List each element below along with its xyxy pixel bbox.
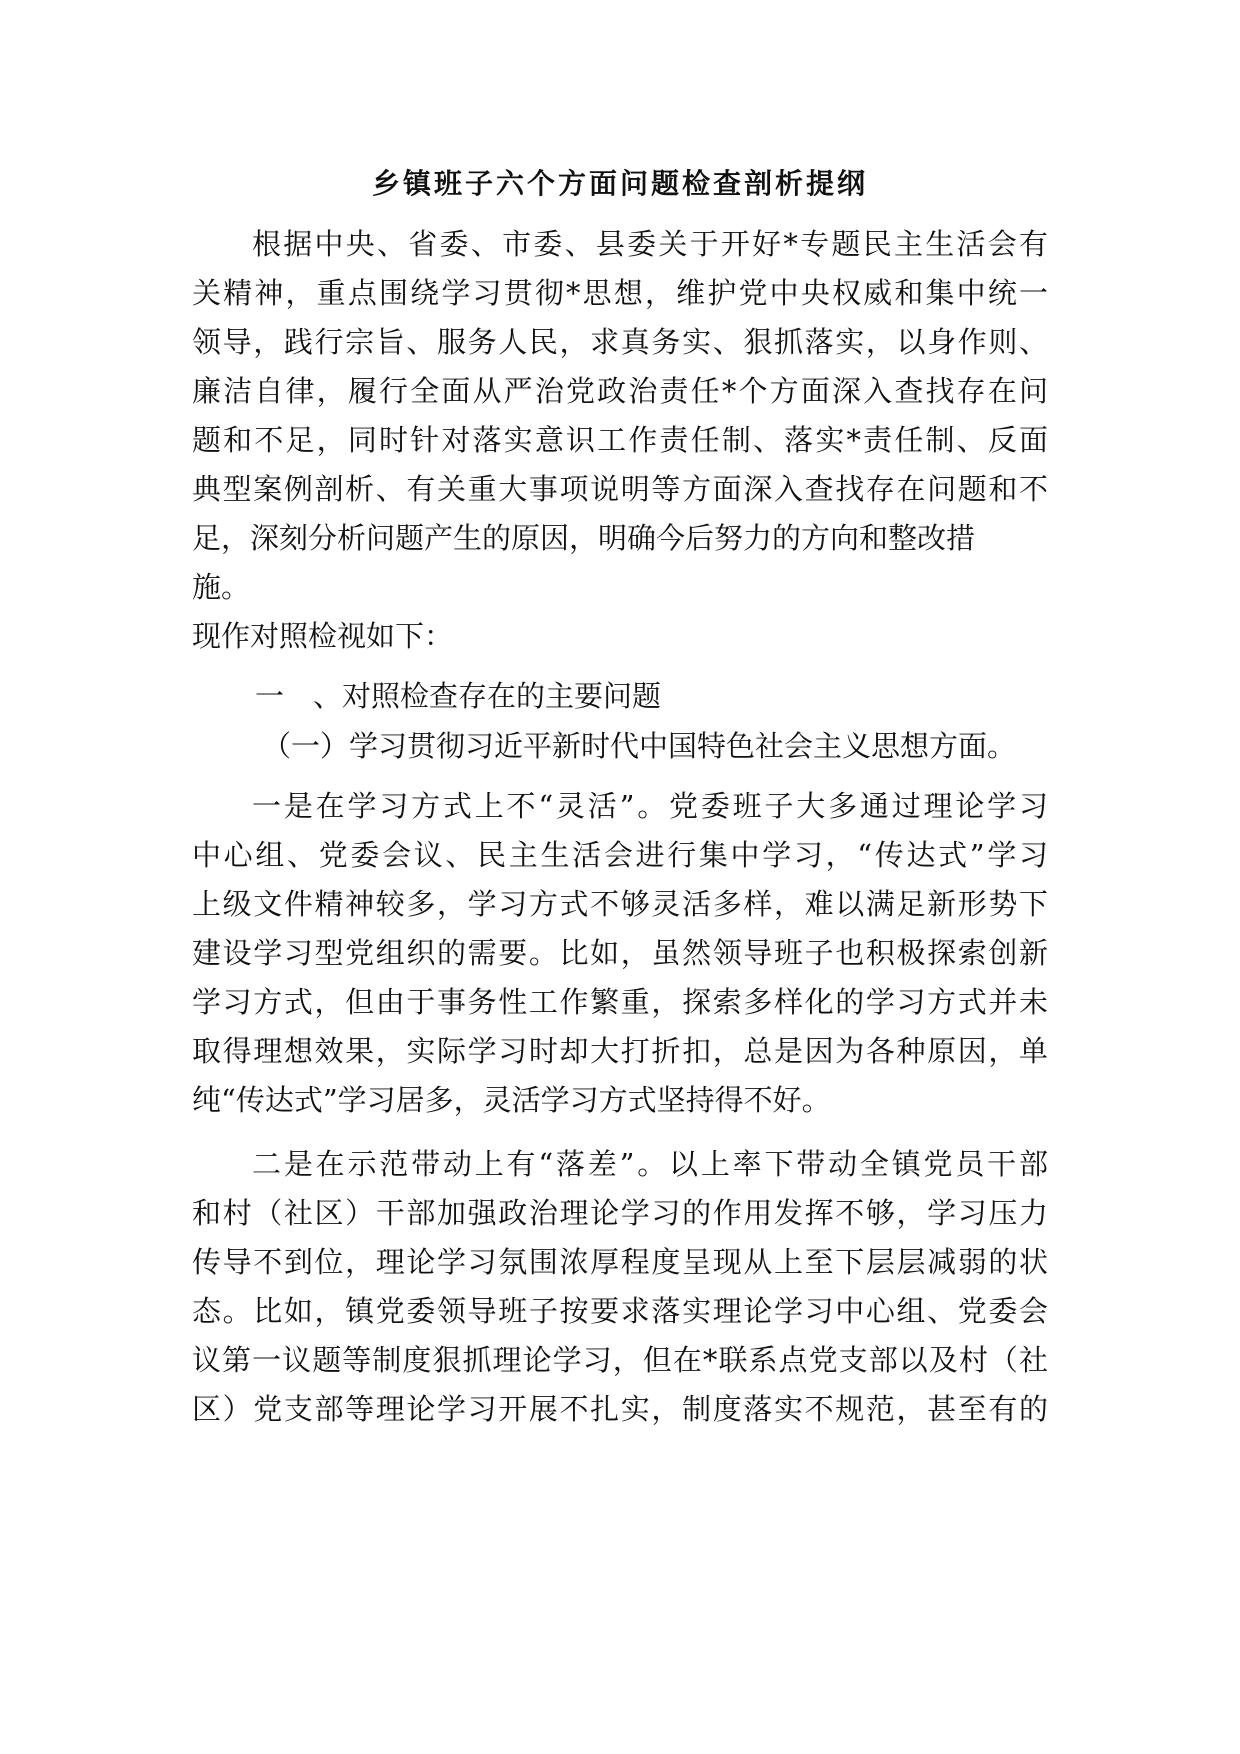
intro-line: 廉洁自律，履行全面从严治党政治责任*个方面深入查找存在问 [192,374,1048,408]
intro-line: 典型案例剖析、有关重大事项说明等方面深入查找存在问题和不 [192,472,1048,506]
intro-line: 题和不足，同时针对落实意识工作责任制、落实*责任制、反面 [192,423,1048,457]
paragraph-line: 区）党支部等理论学习开展不扎实，制度落实不规范，甚至有的 [192,1392,1048,1426]
paragraph-line: 和村（社区）干部加强政治理论学习的作用发挥不够，学习压力 [192,1196,1048,1230]
paragraph-line: 取得理想效果，实际学习时却大打折扣，总是因为各种原因，单 [192,1034,1048,1068]
paragraph-line: 二是在示范带动上有“落差”。以上率下带动全镇党员干部 [252,1147,1048,1181]
paragraph-line: 学习方式，但由于事务性工作繁重，探索多样化的学习方式并未 [192,985,1048,1019]
intro-line: 根据中央、省委、市委、县委关于开好*专题民主生活会有 [252,227,1048,261]
paragraph-line: 纯“传达式”学习居多，灵活学习方式坚持得不好。 [192,1083,831,1117]
document-title: 乡镇班子六个方面问题检查剖析提纲 [371,167,868,200]
subsection-heading: （一）学习贯彻习近平新时代中国特色社会主义思想方面。 [262,729,1017,763]
paragraph-line: 一是在学习方式上不“灵活”。党委班子大多通过理论学习 [252,789,1048,823]
intro-line: 领导，践行宗旨、服务人民，求真务实、狠抓落实，以身作则、 [192,325,1048,359]
paragraph-line: 传导不到位，理论学习氛围浓厚程度呈现从上至下层层减弱的状 [192,1245,1048,1279]
paragraph-line: 上级文件精神较多，学习方式不够灵活多样，难以满足新形势下 [192,887,1048,921]
section-heading: 一 、对照检查存在的主要问题 [255,679,662,713]
intro-line: 施。 [192,570,251,604]
intro-line: 关精神，重点围绕学习贯彻*思想，维护党中央权威和集中统一 [192,276,1048,310]
paragraph-line: 建设学习型党组织的需要。比如，虽然领导班子也积极探索创新 [192,936,1048,970]
paragraph-line: 态。比如，镇党委领导班子按要求落实理论学习中心组、党委会 [192,1294,1048,1328]
intro-line: 足，深刻分析问题产生的原因，明确今后努力的方向和整改措 [192,521,976,555]
paragraph-line: 中心组、党委会议、民主生活会进行集中学习，“传达式”学习 [192,838,1048,872]
intro-line: 现作对照检视如下： [192,619,454,653]
paragraph-line: 议第一议题等制度狠抓理论学习，但在*联系点党支部以及村（社 [192,1343,1048,1377]
